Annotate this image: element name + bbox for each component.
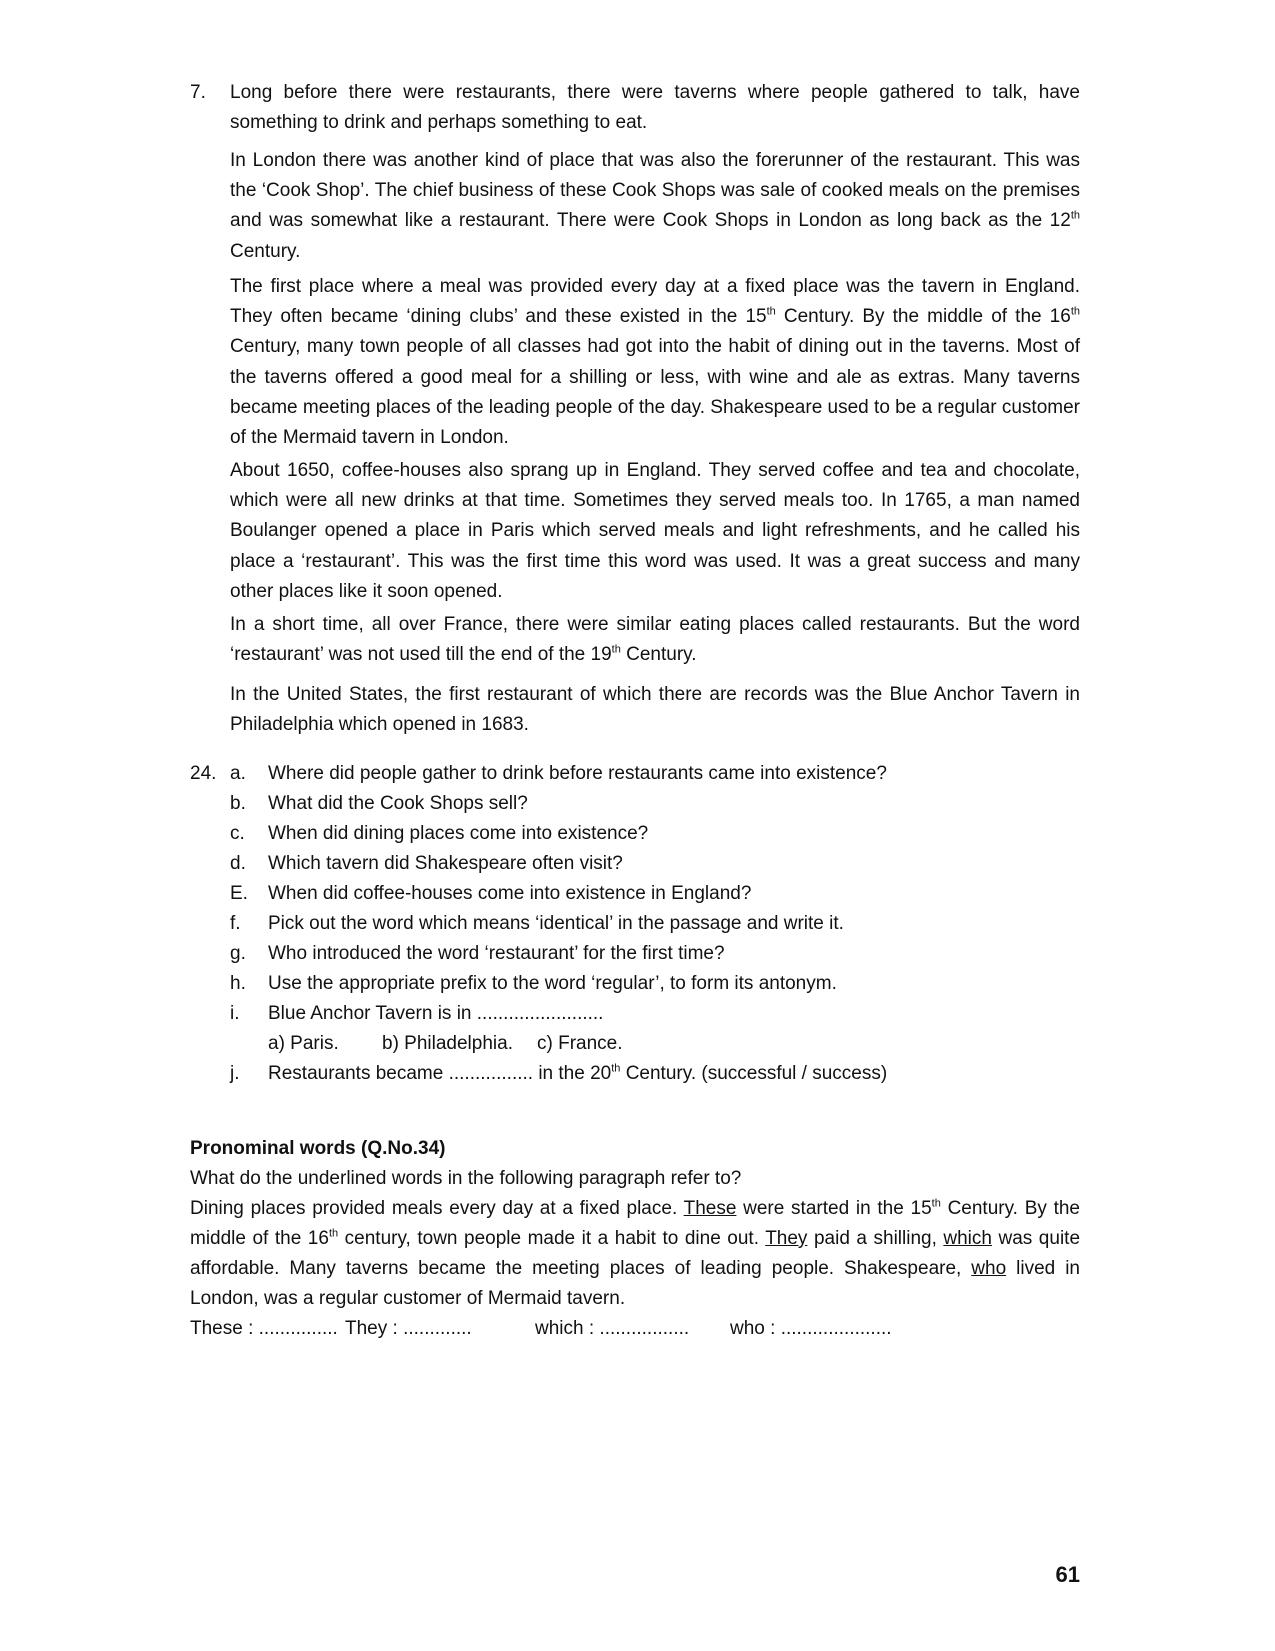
question-letter: i. bbox=[230, 1003, 240, 1024]
question-letter: c. bbox=[230, 823, 245, 844]
section-heading: Pronominal words (Q.No.34) bbox=[190, 1138, 446, 1159]
question-letter: E. bbox=[230, 883, 248, 904]
question-text: Where did people gather to drink before restaurants came into existence? bbox=[268, 763, 887, 784]
passage-paragraph-2: In London there was another kind of place that was also the forerunner of the restaurant. This was the ‘Cook Shop’. The chief business of these Cook Shops was sale of cooked meals on the premises and was somewhat like a restaurant. There were Cook Shops in London as long back as the 12th Century. bbox=[230, 150, 1080, 262]
blank-who: who : ..................... bbox=[730, 1318, 892, 1339]
question-letter: d. bbox=[230, 853, 246, 874]
question-options bbox=[190, 1029, 1090, 1059]
blank-they: They : ............. bbox=[345, 1318, 472, 1339]
passage-paragraph-6: In the United States, the first restaurant of which there are records was the Blue Anchor Tavern in Philadelphia which opened in 1683. bbox=[230, 684, 1080, 736]
question-item bbox=[190, 939, 1090, 969]
question-letter: b. bbox=[230, 793, 246, 814]
underlined-word: which bbox=[943, 1228, 992, 1249]
passage-paragraph-4: About 1650, coffee-houses also sprang up in England. They served coffee and tea and chocolate, which were all new drinks at that time. Sometimes they served meals too. In 1765, a man named Boulanger opened a place in Paris which served meals and light refreshments, and he called his place a ‘restaurant’. This was the first time this word was used. It was a great success and many other places like it soon opened. bbox=[230, 460, 1080, 602]
question-item bbox=[190, 849, 1090, 879]
question-letter: g. bbox=[230, 943, 246, 964]
passage-paragraph-5: In a short time, all over France, there were similar eating places called restaurants. But the word ‘restaurant’ was not used till the end of the 19th Century. bbox=[230, 614, 1080, 666]
question-item bbox=[190, 999, 1090, 1029]
answer-blanks bbox=[190, 1314, 1080, 1344]
option-c: c) France. bbox=[537, 1033, 623, 1054]
question-text: Use the appropriate prefix to the word ‘regular’, to form its antonym. bbox=[268, 973, 837, 994]
passage-number: 7. bbox=[190, 82, 206, 103]
question-number: 24. bbox=[190, 763, 217, 784]
section-instruction: What do the underlined words in the following paragraph refer to? bbox=[190, 1168, 742, 1189]
question-letter: a. bbox=[230, 763, 246, 784]
pronominal-paragraph: Dining places provided meals every day at a fixed place. These were started in the 15th Century. By the middle of the 16th century, town people made it a habit to dine out. They paid a shilling, which was quite affordable. Many taverns became the meeting places of leading people. Shakespeare, who lived in London, was a regular customer of Mermaid tavern. bbox=[190, 1197, 1081, 1309]
blank-these: These : ............... bbox=[190, 1318, 338, 1339]
passage-paragraph-1: Long before there were restaurants, there were taverns where people gathered to talk, have something to drink and perhaps something to eat. bbox=[230, 82, 1080, 134]
underlined-word: who bbox=[971, 1258, 1007, 1279]
question-item bbox=[190, 879, 1090, 909]
passage-paragraph-3: The first place where a meal was provided every day at a fixed place was the tavern in England. They often became ‘dining clubs’ and these existed in the 15th Century. By the middle of the 16th Century, many town people of all classes had got into the habit of dining out in the taverns. Most of the taverns offered a good meal for a shilling or less, with wine and ale as extras. Many taverns became meeting places of the leading people of the day. Shakespeare used to be a regular customer of the Mermaid tavern in London. bbox=[230, 276, 1080, 449]
question-item bbox=[190, 759, 1090, 789]
question-text: Blue Anchor Tavern is in ........................ bbox=[268, 1003, 604, 1024]
page-number: 61 bbox=[1055, 1562, 1080, 1587]
option-a: a) Paris. bbox=[268, 1033, 339, 1054]
question-text: When did coffee-houses come into existence in England? bbox=[268, 883, 752, 904]
question-letter: j. bbox=[230, 1063, 240, 1084]
option-b: b) Philadelphia. bbox=[382, 1033, 513, 1054]
question-text: What did the Cook Shops sell? bbox=[268, 793, 528, 814]
question-letter: f. bbox=[230, 913, 241, 934]
question-text: Who introduced the word ‘restaurant’ for the first time? bbox=[268, 943, 725, 964]
underlined-word: They bbox=[765, 1228, 808, 1249]
question-item bbox=[190, 969, 1090, 999]
question-text: Restaurants became ................ in the 20th Century. (successful / success) bbox=[268, 1062, 888, 1084]
question-letter: h. bbox=[230, 973, 246, 994]
question-text: When did dining places come into existence? bbox=[268, 823, 649, 844]
blank-which: which : ................. bbox=[535, 1318, 690, 1339]
underlined-word: These bbox=[683, 1198, 737, 1219]
question-item bbox=[190, 1059, 1090, 1089]
question-item bbox=[190, 819, 1090, 849]
question-item bbox=[190, 789, 1090, 819]
question-text: Pick out the word which means ‘identical’ in the passage and write it. bbox=[268, 913, 844, 934]
question-text: Which tavern did Shakespeare often visit? bbox=[268, 853, 623, 874]
question-item bbox=[190, 909, 1090, 939]
